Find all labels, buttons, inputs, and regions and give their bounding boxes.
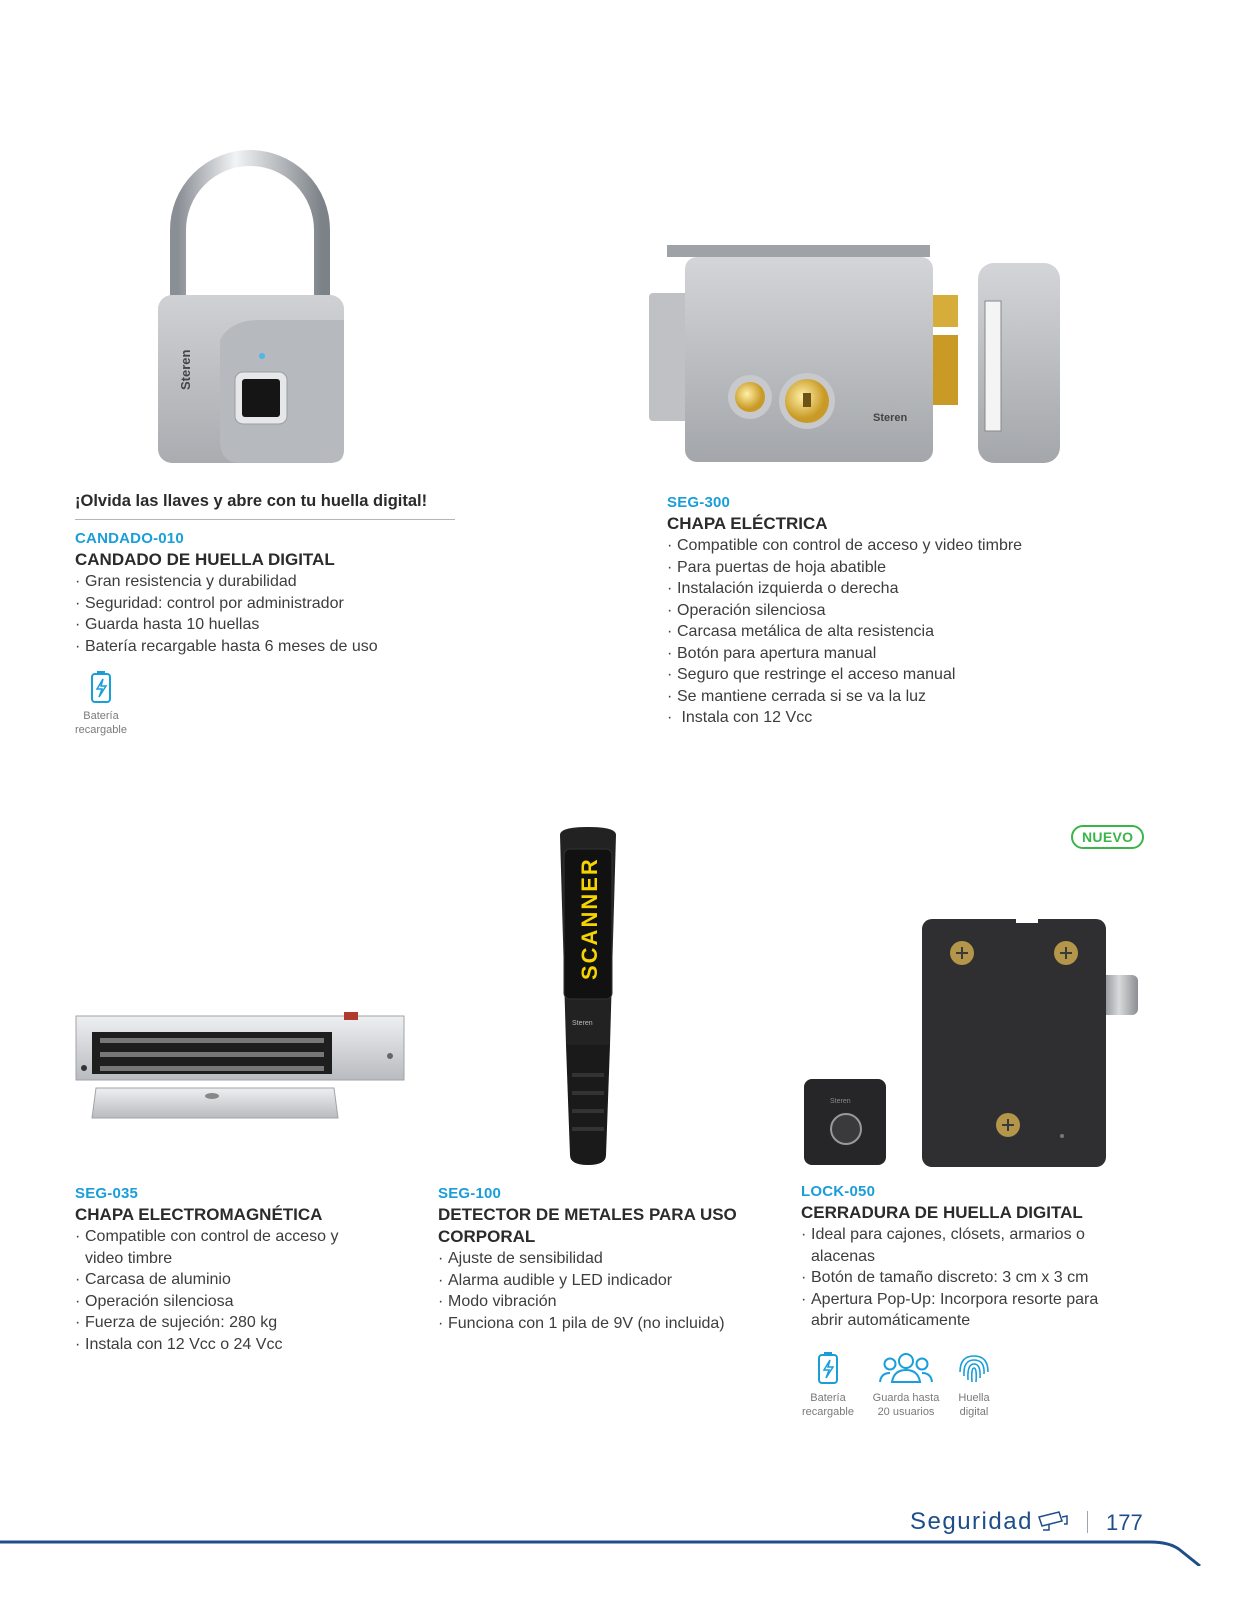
feature-item: · Para puertas de hoja abatible [667,557,1127,579]
feature-item: · Carcasa metálica de alta resistencia [667,621,1127,643]
footer-separator [1087,1511,1088,1533]
feature-list [75,571,495,657]
padlock-image [150,150,360,470]
product-name: CANDADO DE HUELLA DIGITAL [75,550,335,569]
feature-item: · Botón para apertura manual [667,643,1127,665]
feature-item: · Compatible con control de acceso y video timbre [667,535,1127,557]
feature-icon-battery [797,1350,859,1419]
security-camera-icon [1037,1509,1069,1531]
feature-item: · Batería recargable hasta 6 meses de uso [75,636,495,658]
feature-list [801,1224,1121,1332]
feature-item: · Modo vibración [438,1291,758,1313]
feature-item: · Se mantiene cerrada si se va la luz [667,686,1127,708]
feature-item: · Seguro que restringe el acceso manual [667,664,1127,686]
feature-item: · Botón de tamaño discreto: 3 cm x 3 cm [801,1267,1121,1289]
feature-item: · Guarda hasta 10 huellas [75,614,495,636]
product-code: CANDADO-010 [75,530,184,547]
feature-icon-fingerprint [950,1350,998,1419]
battery-icon [70,670,132,704]
feature-item: · Seguridad: control por administrador [75,593,495,615]
product-seg100 [438,1185,758,1334]
feature-item: · Instala con 12 Vcc o 24 Vcc [75,1334,375,1356]
product-name: CHAPA ELÉCTRICA [667,514,828,533]
electric-lock-image [645,235,1065,470]
footer-section-title: Seguridad [910,1508,1033,1535]
users-icon [866,1350,946,1386]
icon-label: Guarda hasta [872,1392,940,1404]
feature-item: · Ajuste de sensibilidad [438,1248,758,1270]
metal-detector-image [548,825,628,1167]
divider [75,519,455,520]
fingerprint-cabinet-lock-image [800,915,1145,1170]
feature-icon-users [866,1350,946,1419]
feature-item: · Instala con 12 Vcc [667,707,1127,729]
battery-icon [797,1350,859,1386]
lock050-brand: Steren [830,1098,851,1105]
padlock-brand: Steren [178,349,193,390]
product-seg035 [75,1185,375,1355]
product-lock050 [801,1183,1121,1332]
footer-line [0,1536,1250,1566]
new-badge: NUEVO [1071,825,1144,849]
scanner-label: SCANNER [577,857,602,980]
icon-label: 20 usuarios [877,1406,935,1418]
footer-section [910,1508,1069,1536]
feature-item: · Gran resistencia y durabilidad [75,571,495,593]
fingerprint-icon [950,1350,998,1386]
detector-brand: Steren [572,1020,593,1027]
product-code: SEG-100 [438,1185,502,1202]
tagline: ¡Olvida las llaves y abre con tu huella digital! [75,492,428,510]
icon-label: recargable [802,1406,854,1418]
product-name: CHAPA ELECTROMAGNÉTICA [75,1205,323,1224]
product-candado [75,530,495,657]
feature-list [75,1226,375,1355]
feature-list [667,535,1127,729]
icon-label: Huella [958,1392,990,1404]
icon-label: digital [959,1406,989,1418]
product-code: LOCK-050 [801,1183,876,1200]
feature-item: · Carcasa de aluminio [75,1269,375,1291]
feature-list [438,1248,758,1334]
feature-item: · Alarma audible y LED indicador [438,1270,758,1292]
page-number: 177 [1106,1510,1143,1535]
product-seg300 [667,494,1127,729]
magnetic-lock-image [72,1008,412,1123]
product-code: SEG-300 [667,494,731,511]
icon-label: Batería [83,710,119,722]
feature-item: · Compatible con control de acceso y video timbre [75,1226,375,1269]
feature-item: · Apertura Pop-Up: Incorpora resorte para abrir automáticamente [801,1289,1121,1332]
feature-item: · Ideal para cajones, clósets, armarios o alacenas [801,1224,1121,1267]
feature-item: · Funciona con 1 pila de 9V (no incluida) [438,1313,758,1335]
feature-icon-battery [70,670,132,737]
feature-item: · Operación silenciosa [75,1291,375,1313]
lock-brand: Steren [873,412,908,424]
feature-item: · Fuerza de sujeción: 280 kg [75,1312,375,1334]
product-code: SEG-035 [75,1185,139,1202]
icon-label: Batería [810,1392,846,1404]
feature-item: · Operación silenciosa [667,600,1127,622]
icon-label: recargable [75,724,127,736]
product-name: CERRADURA DE HUELLA DIGITAL [801,1203,1083,1222]
product-name: DETECTOR DE METALES PARA USO CORPORAL [438,1205,737,1246]
feature-item: · Instalación izquierda o derecha [667,578,1127,600]
